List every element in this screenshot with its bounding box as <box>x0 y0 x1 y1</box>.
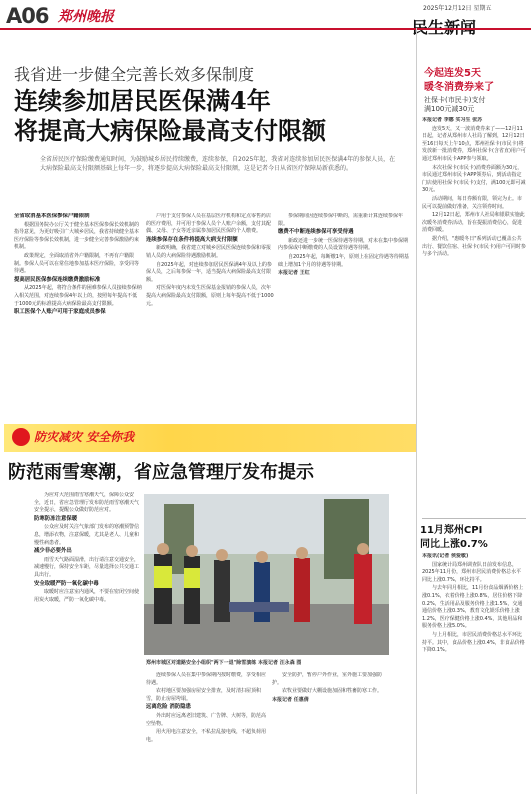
newspaper-logo: 郑州晚报 <box>58 9 114 25</box>
issue-date: 2025年12月12日 星期五 <box>423 5 492 12</box>
section-name <box>412 15 476 38</box>
cpi-headline-line1: 11月郑州CPI <box>420 525 483 536</box>
safety-banner <box>4 424 416 452</box>
cpi-article-body <box>422 553 526 791</box>
subhead: 远离危险 消防隐患 <box>146 704 192 711</box>
lead-headline-line2: 将提高大病保险最高支付限额 <box>14 116 326 145</box>
shield-icon <box>12 428 30 446</box>
byline: 本报记者 王红 <box>278 270 310 277</box>
paragraph: 连发5天，又一波消费券来了——12月11日起，记者从郑州市人社局了解到，12月12日至16日每天上午10点，郑州社保卡(市民卡)将发放新一批消费券，郑州社保卡(含省直)用户可通过郑州市民卡APP参与领取。 <box>422 125 526 162</box>
paragraph: 外出时应远离老旧建筑、广告牌、大树等，防范高空坠物。 <box>146 712 266 727</box>
photo-illustration <box>144 494 389 655</box>
second-column-2 <box>146 672 266 790</box>
paragraph: 对医保年度内未发生医保基金报销的参保人员，次年提高大病保险最高支付限额，原则上每年提高不低于1000元。 <box>146 285 274 307</box>
lead-column-1 <box>14 213 142 418</box>
paragraph: 雨雪天气路面湿滑，出行请注意交通安全，减速慢行，保持安全车距，尽量选择公共交通工具出行。 <box>34 556 140 578</box>
paragraph: 从2025年起，将符合条件的困难参保人员接续参保纳入相关范围，对连续参保4年以上的，按照每年提高不低于1000元的标准提高大病保险最高支付限额。 <box>14 285 142 307</box>
lead-headline-line1: 连续参加居民医保满4年 <box>14 86 271 115</box>
byline: 本报记者 任惠倩 <box>272 696 309 703</box>
paragraph: 国家统计局郑州调查队日前发布信息，2025年11月份，郑州市居民消费价格总水平同比上涨0.7%，环比持平。 <box>422 561 522 583</box>
photo-caption: 郑州市城区对道路安全小组织"两下一退"除雪演练 本报记者 汪永森 图 <box>146 660 302 666</box>
subhead: 连续参保存在条件将提高大病支付限额 <box>146 236 238 243</box>
paragraph: 参保期间因连续参保中断的，需重新计算连续参保年限。 <box>278 213 404 227</box>
paragraph: 农村地区要加强房屋安全排查，及时清扫屋顶积雪，防止房屋垮塌。 <box>146 688 262 702</box>
right-subhead-2: 满100元减30元 <box>424 105 475 113</box>
news-photo <box>144 494 389 655</box>
paragraph: 为应对大范围雨雪寒潮天气，保障公众安全，近日，省应急管理厅发布防范雨雪寒潮天气安全提示，提醒公众做好防范应对。 <box>34 492 140 514</box>
subhead: 安全取暖严防一氧化碳中毒 <box>34 580 99 587</box>
paragraph: 新政明确，我省建立对城乡居民医保连续参保和零报销人员的大病保险待遇激励机制。 <box>146 245 272 259</box>
subhead: 全省取消基本医保参保户籍限制 <box>14 213 90 219</box>
right-subhead-1: 社保卡(市民卡)支付 <box>424 96 486 104</box>
second-column-1 <box>34 492 140 792</box>
lead-kicker: 我省进一步健全完善长效多保制度 <box>14 65 255 84</box>
right-headline: 暖冬消费券来了 <box>424 82 494 93</box>
paragraph: 政策规定，全面取消省外户籍限制，不再有户籍限制。参保人员可以在常住地参加基本医疗保险，享受同等待遇。 <box>14 252 140 275</box>
lead-column-3 <box>278 213 410 418</box>
paragraph: 活动期间，每日券额有限，领完为止。市民可以提前做好准备，关注领券时间。 <box>422 195 523 210</box>
paragraph: 农牧业要做好大棚设施加固和牲畜防寒工作。 <box>282 688 383 695</box>
column-divider <box>416 28 417 794</box>
paragraph: 户用于支付参保人员在基层医疗机构和定点零售药店的医疗费用，并可用于参保人员个人账户余额，支付其配偶、父母、子女等近亲属参加居民医保的个人缴费。 <box>146 213 272 235</box>
cpi-headline-line2: 同比上涨0.7% <box>420 539 488 550</box>
paragraph: 本次社保卡(市民卡)消费券面额为30元，市民通过郑州市民卡APP领券后，到活动指定门店使用社保卡(市民卡)支付，满100元即可减30元。 <box>422 164 526 194</box>
paragraph: 取暖时应注意室内通风，不要在密闭空间使用炭火取暖，严防一氧化碳中毒。 <box>34 589 140 603</box>
lead-intro: 全省居民医疗保险缴费通知时间，为鼓励城乡居民持续缴费，连续参保，自2025年起，我省对连续参加居民医保满4年的参保人员，在大病保险最高支付限额基础上每年一步，将逐步提高大病保险最高支付限额，这是记者今日从省医疗保障局新获悉的。 <box>40 156 396 172</box>
paragraph: 12月12日起，郑州市人社局和银联实施此次暖冬消费券活动，旨在提振消费信心，促进消费回暖。 <box>422 212 525 234</box>
right-kicker: 今起连发5天 <box>424 68 481 79</box>
paragraph: 与去年同月相比，11月份食品烟酒价格上涨0.1%，衣着价格上涨0.8%，居住价格下降0.2%，生活用品及服务价格上涨1.5%，交通通信价格上涨0.3%，教育文化娱乐价格上涨1.2%，医疗保健价格上涨0.4%，其他用品和服务价格上涨5.0%。 <box>422 585 524 630</box>
subhead: 职工医保个人账户可用于家庭成员参保 <box>14 309 106 316</box>
byline: 本报记者 李娜 实习生 张苏 <box>422 117 483 123</box>
lead-headline <box>14 86 414 146</box>
banner-text: 防灾减灾 安全你我 <box>34 430 135 444</box>
paragraph: 公众应及时关注气象部门发布的寒潮预警信息，增添衣物，注意保暖，尤其是老人、儿童和慢性病患者。 <box>34 524 140 546</box>
byline: 本报讯(记者 侯爱敏) <box>422 553 469 559</box>
subhead: 防寒防冻注意保暖 <box>34 515 78 522</box>
paragraph: 据介绍，"惠暖冬日"系列活动已覆盖公共出行、餐饮住宿、社保卡(市民卡)用户可同时参与多个活动。 <box>422 235 526 258</box>
paragraph: 连续参保人员在集中参保期内按时缴费，享受相应待遇。 <box>146 672 266 686</box>
paragraph: 根据国务院办公厅关于健全基本医保参保长效机制的指导意见，为更好吸引广大城乡居民，我省持续健全基本医疗保险等参保长效机制，进一步健全完善参保激励约束机制。 <box>14 221 140 251</box>
paragraph: 自2025年起，对连续参加居民医保满4年及以上的参保人员，之后每参保一年，适当提高大病保险最高支付限额。 <box>146 261 272 283</box>
section-rule <box>422 518 526 519</box>
paragraph: 用火用电注意安全，不私拉乱接电线，不超负荷用电。 <box>146 729 266 743</box>
cpi-headline <box>420 524 488 552</box>
second-headline: 防范雨雪寒潮，省应急管理厅发布提示 <box>8 462 314 483</box>
subhead: 减少非必要外出 <box>34 548 72 555</box>
second-column-3 <box>272 672 390 790</box>
paragraph: 新政还进一步统一医保待遇等待期，对未在集中参保期内参保或中断缴费的人员设置待遇等待期。 <box>278 237 409 252</box>
paragraph: 与上月相比，市居民消费价格总水平环比持平。其中，食品价格上涨0.4%，非食品价格下降0.1%。 <box>422 631 525 654</box>
subhead: 缴费不中断连续参保可享受待遇 <box>278 229 354 236</box>
right-article-body <box>422 117 526 517</box>
header-rule <box>0 28 531 30</box>
subhead: 提高居民医保参保连续缴费激励标准 <box>14 276 101 283</box>
paragraph: 自2025年起，每断缴1年，原则上在固定待遇等待期基础上增加1个月的待遇等待期。 <box>278 253 409 268</box>
page-number: A06 <box>6 4 49 28</box>
lead-column-2 <box>146 213 274 418</box>
paragraph: 安全防护，暂停户外作业，室外施工要加强防护。 <box>272 672 383 686</box>
